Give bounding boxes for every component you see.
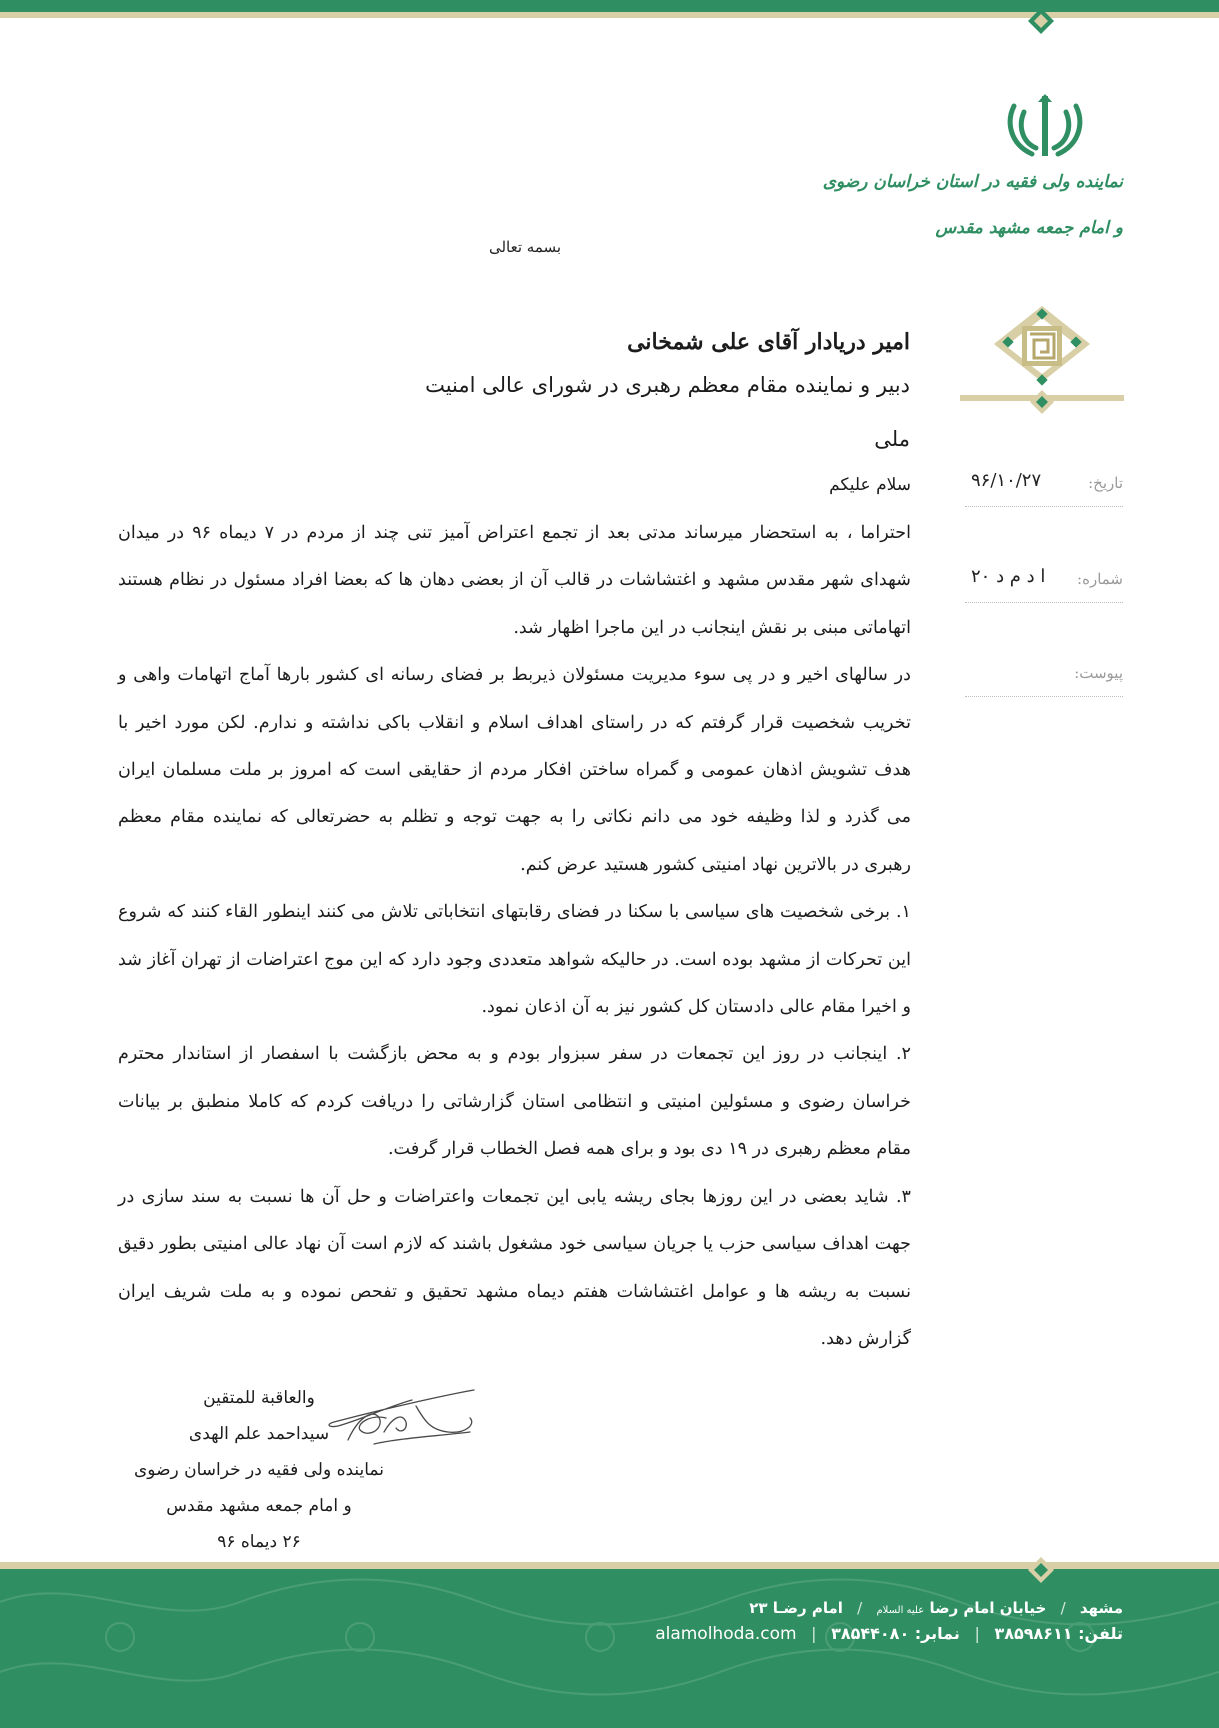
addressee-name: امیر دریادار آقای علی شمخانی xyxy=(627,329,910,355)
number-field xyxy=(965,552,1123,603)
signing-date: ۲۶ دیماه ۹۶ xyxy=(217,1532,301,1552)
paragraph-point-3: ۳. شاید بعضی در این روزها بجای ریشه یابی این تجمعات واعتراضات و حل آن ها نسبت به سند سازی در جهت اهداف سیاسی حزب یا جریان سیاسی خود مشغول باشند که لازم است آن نهاد عالی امنیتی بطور دقیق نسبت به ریشه ها و عوامل اغتشاشات هفتم دیماه مشهد تحقیق و تفحص نموده و به ملت شریف ایران گزارش دهد. xyxy=(118,1186,911,1349)
closing-phrase: والعاقبة للمتقین xyxy=(203,1388,315,1408)
phone-number: ۳۸۵۹۸۶۱۱ xyxy=(994,1624,1073,1643)
signatory-position-2: و امام جمعه مشهد مقدس xyxy=(166,1496,352,1516)
number-label: شماره: xyxy=(1077,570,1123,588)
diamond-ornament-icon xyxy=(1026,1555,1056,1585)
fax-label: نمابر: xyxy=(914,1624,960,1643)
fax-number: ۳۸۵۴۴۰۸۰ xyxy=(831,1624,910,1643)
salutation: سلام علیکم xyxy=(829,475,911,495)
signature-block xyxy=(118,1380,400,1560)
footer xyxy=(0,1562,1219,1728)
website-link[interactable]: alamolhoda.com xyxy=(655,1624,797,1644)
organization-subtitle: و امام جمعه مشهد مقدس xyxy=(935,218,1123,238)
paragraph-point-2: ۲. اینجانب در روز این تجمعات در سفر سبزوار بودم و به محض بازگشت با اسفصار از استاندار محترم خراسان رضوی و مسئولین امنیتی و انتظامی استان گزارشاتی را دریافت کردم که کاملا منطبق بر بیانات مقام معظم رهبری در ۱۹ دی بود و برای همه فصل الخطاب قرار گرفت. xyxy=(118,1044,911,1160)
signatory-position: نماینده ولی فقیه در خراسان رضوی xyxy=(133,1460,384,1480)
date-label: تاریخ: xyxy=(1088,474,1123,492)
footer-address: مشهد / خیابان امام رضا علیه السلام / امام رضـا ۲۳ xyxy=(749,1599,1123,1617)
date-value: ۹۶/۱۰/۲۷ xyxy=(971,470,1042,491)
signatory-name: سیداحمد علم الهدی xyxy=(188,1424,330,1444)
allah-emblem-icon xyxy=(1002,92,1088,164)
organization-title: نماینده ولی فقیه در استان خراسان رضوی xyxy=(822,172,1123,192)
paragraph-intro: احتراما ، به استحضار میرساند مدتی بعد از تجمع اعتراض آمیز تنی چند از مردم در ۷ دیماه ۹۶ در میدان شهدای شهر مقدس مشهد و اغتشاشات در قالب آن از بعضی دهان ها که بعضا افراد مسئول در نظام هستند اتهاماتی مبنی بر نقش اینجانب در این ماجرا اظهار شد. xyxy=(118,523,912,638)
diamond-ornament-icon xyxy=(1026,6,1056,36)
square-kufic-seal-icon xyxy=(960,288,1124,418)
letter-body xyxy=(118,470,911,1363)
attachment-field xyxy=(965,646,1123,697)
phone-label: تلفن: xyxy=(1078,1624,1123,1643)
number-value: ا د م د ۲۰ xyxy=(971,566,1046,587)
footer-contact: تلفن: ۳۸۵۹۸۶۱۱ | نمابر: ۳۸۵۴۴۰۸۰ | alamolhoda.com xyxy=(655,1624,1123,1644)
footer-alley: امام رضـا ۲۳ xyxy=(749,1599,843,1617)
footer-street: خیابان امام رضا xyxy=(929,1599,1047,1617)
paragraph-context: در سالهای اخیر و در پی سوء مدیریت مسئولان ذیربط بر فضای رسانه ای کشور بارها آماج اتهامات واهی و تخریب شخصیت قرار گرفتم که در راستای اهداف اسلام و انقلاب باکی نداشته و ندارم. لکن مورد اخیر با هدف تشویش اذهان عمومی و گمراه ساختن افکار مردم از حقایقی است که امروز بر ملت مسلمان ایران می گذرد و لذا وظیفه خود می دانم نکاتی را به جهت توجه و تظلم به حضرتعالی که نماینده مقام معظم رهبری در بالاترین نهاد امنیتی کشور هستید عرض کنم. xyxy=(118,665,911,875)
date-field xyxy=(965,456,1123,507)
addressee-block xyxy=(420,326,910,466)
paragraph-point-1: ۱. برخی شخصیت های سیاسی با سکنا در فضای رقابتهای انتخاباتی تلاش می کنند اینطور القاء کنند که شروع این تحرکات از مشهد بوده است. در حالیکه شواهد متعددی وجود دارد که این موج اعتراضات از تهران آغاز شد و اخیرا مقام عالی دادستان کل کشور نیز به آن اذعان نمود. xyxy=(118,902,911,1018)
footer-city: مشهد xyxy=(1079,1599,1123,1617)
attachment-label: پیوست: xyxy=(1074,664,1123,682)
basmala: بسمه تعالی xyxy=(488,238,562,256)
addressee-title: دبیر و نماینده مقام معظم رهبری در شورای عالی امنیت ملی xyxy=(425,373,910,451)
floral-pattern xyxy=(0,1562,1219,1728)
footer-honorific: علیه السلام xyxy=(876,1605,925,1616)
